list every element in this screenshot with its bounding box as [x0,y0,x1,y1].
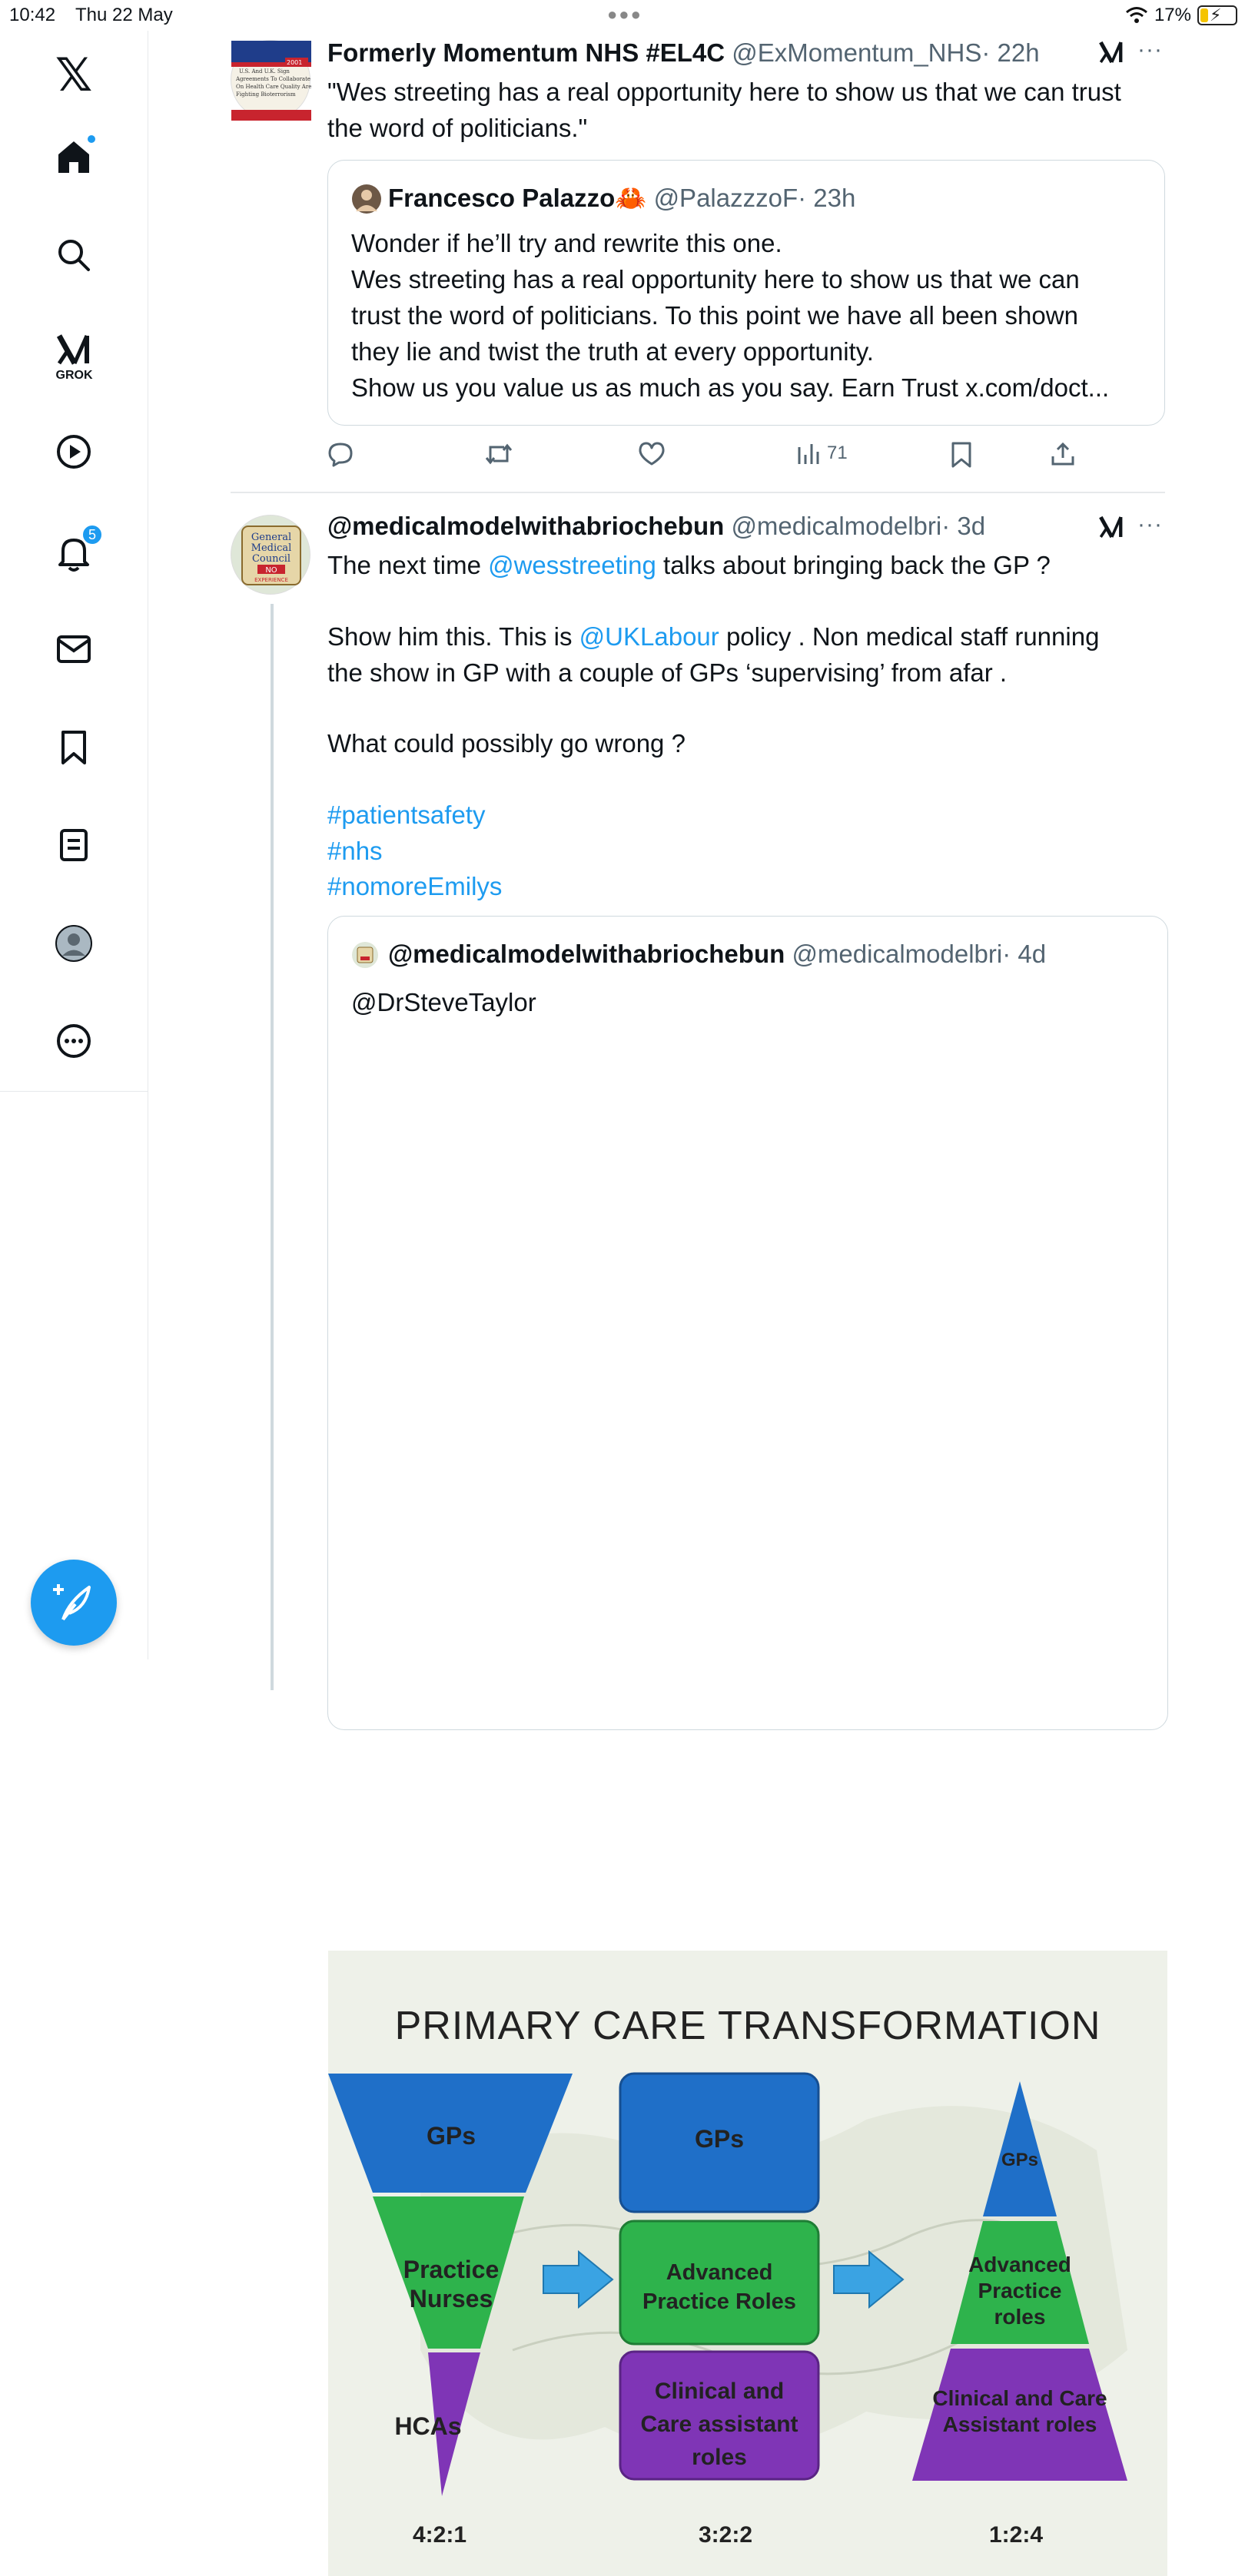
author-name[interactable]: Formerly Momentum NHS #EL4C [327,38,725,67]
status-right [1125,5,1237,26]
battery-percent: 17% [1154,5,1191,25]
status-bar [0,0,1245,31]
status-date: Thu 22 May [75,5,173,25]
quote-post-time: · 23h [798,184,856,212]
avatar-caption-line: Agreements To Collaborate [236,76,311,82]
thread-line [271,604,274,1690]
quoted-tweet[interactable] [327,916,1168,2548]
center-ratio: 3:2:2 [699,2522,753,2548]
quote-text: Wonder if he’ll try and rewrite this one. Wes streeting has a real opportunity here to show us that we can trust the word of politicians. To this point we have all been shown they lie and twist the truth at every opportunity. Show us you value us as much as you say. Earn Trust x.com/doct... [351,229,1110,402]
avatar-text-line: Medical [251,542,292,554]
quote-post-time: · 4d [1002,940,1047,968]
author-handle[interactable]: @medicalmodelbri [731,512,942,540]
avatar-caption-line: On Health Care Quality Are [236,84,312,90]
heart-icon [638,441,666,467]
avatar-text-line: NO [265,566,277,575]
x-logo-icon[interactable]: 𝕏 [55,48,93,102]
tweet-text-line: Show him this. This is @UKLabour policy . Non medical staff running [327,622,1100,651]
reply-button[interactable] [327,441,354,467]
reply-icon [327,441,354,467]
quote-header [388,184,855,214]
post-time[interactable]: · 3d [941,512,986,540]
status-time: 10:42 [9,5,56,25]
hashtag-link[interactable]: #nomoreEmilys [327,872,503,900]
avatar-year: 2001 [287,59,303,66]
tweet-header [327,512,985,541]
right-ratio: 1:2:4 [989,2522,1044,2548]
quote-avatar [351,184,382,214]
bookmarks-icon[interactable] [51,724,97,771]
avatar-text-line: Council [251,553,291,565]
author-handle[interactable]: @ExMomentum_NHS [732,38,982,67]
grok-label: GROK [55,369,93,382]
left-ratio: 4:2:1 [413,2522,467,2548]
video-icon[interactable] [51,429,97,475]
quote-author-name: @medicalmodelwithabriochebun [388,940,785,968]
left-top-label: GPs [426,2122,476,2150]
right-top-label: GPs [1001,2150,1039,2170]
multitasking-dots-icon[interactable]: ●●● [607,5,642,24]
tweet-separator [231,492,1165,493]
left-middle-label: Practice Nurses [403,2256,500,2312]
avatar[interactable] [231,515,310,595]
grok-explain-icon[interactable] [1097,38,1125,73]
post-time[interactable]: · 22h [981,38,1040,67]
author-name[interactable]: @medicalmodelwithabriochebun [327,512,725,540]
views-count: 71 [827,443,848,463]
quote-author-handle: @PalazzzoF [653,184,798,212]
compose-post-button[interactable] [31,1560,117,1646]
like-button[interactable] [638,441,666,467]
messages-icon[interactable] [51,626,97,672]
avatar-caption-line: U.S. And U.K. Sign [239,68,290,75]
center-middle-label: Advanced Practice Roles [642,2260,796,2314]
share-button[interactable] [1050,441,1076,467]
wifi-icon [1125,6,1148,25]
avatar-text-line: EXPERIENCE [254,577,288,583]
mention-link[interactable]: @UKLabour [579,622,719,651]
notifications-icon[interactable] [51,526,97,576]
quote-text: @DrSteveTaylor [351,988,536,1016]
lists-icon[interactable] [51,822,97,868]
notifications-badge: 5 [81,524,103,545]
right-bottom-label: Clinical and Care Assistant roles [932,2386,1107,2436]
quote-avatar [351,941,379,969]
battery-icon: ⚡ [1197,5,1237,25]
bookmark-button[interactable] [950,441,973,469]
views-button[interactable] [796,441,848,466]
right-middle-label: Advanced Practice roles [968,2253,1071,2329]
repost-button[interactable] [484,441,513,467]
tweet-header [327,38,1040,68]
home-icon[interactable] [51,134,97,180]
attached-image[interactable] [328,1951,1167,2576]
share-icon [1050,441,1076,467]
hashtag-link[interactable]: #nhs [327,837,383,865]
quote-author-handle: @medicalmodelbri [792,940,1003,968]
sidebar-divider [0,1091,148,1092]
avatar[interactable] [231,40,310,120]
tweet-text-line: the show in GP with a couple of GPs ‘supervising’ from afar . [327,658,1008,687]
avatar-caption-line: Fighting Bioterrorism [236,91,296,98]
mention-link[interactable]: @wesstreeting [488,551,656,579]
grok-explain-icon[interactable] [1097,513,1125,548]
crab-emoji-icon: 🦀 [615,184,647,212]
profile-avatar-icon[interactable] [51,920,97,966]
repost-icon [484,441,513,467]
center-top-label: GPs [694,2125,745,2153]
tweet-text-line: What could possibly go wrong ? [327,729,686,758]
tweet-text-line: The next time @wesstreeting talks about bringing back the GP ? [327,551,1051,579]
more-icon[interactable]: ··· [1137,37,1163,62]
bookmark-icon [950,441,973,469]
more-icon[interactable]: ··· [1137,512,1163,537]
quote-author-name: Francesco Palazzo [388,184,616,212]
left-bottom-label: HCAs [394,2412,462,2440]
views-chart-icon [796,441,821,466]
hashtag-link[interactable]: #patientsafety [327,801,486,829]
grok-icon[interactable] [51,327,97,373]
quoted-tweet[interactable] [327,160,1165,426]
feather-plus-icon [52,1581,95,1624]
avatar-text-line: General [251,532,292,543]
center-bottom-label: Clinical and Care assistant roles [640,2379,798,2470]
search-icon[interactable] [51,232,97,278]
infographic-title: PRIMARY CARE TRANSFORMATION [394,2004,1101,2048]
home-unread-dot [86,134,97,144]
more-options-icon[interactable] [51,1018,97,1064]
tweet-text: "Wes streeting has a real opportunity here to show us that we can trust the word of politicians." [327,78,1121,142]
sidebar [0,31,148,1659]
quote-header [388,940,1046,969]
